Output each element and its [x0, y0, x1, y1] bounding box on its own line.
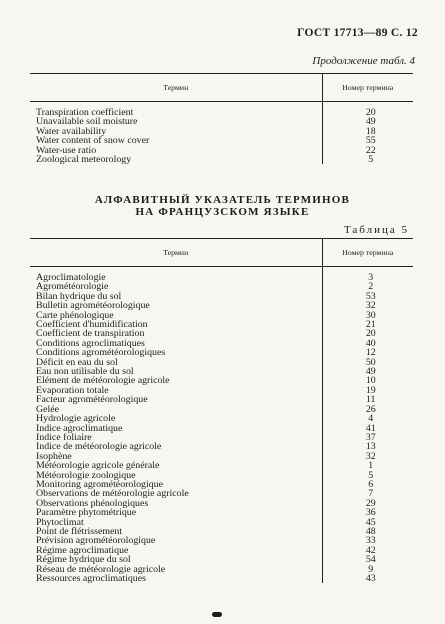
- term-number-cell: 4: [368, 413, 374, 425]
- table-4-row: [30, 155, 413, 164]
- term-number-cell: 32: [365, 300, 376, 312]
- table-4-header-number: Номер термина: [322, 74, 413, 102]
- term-number-cell: 55: [365, 135, 376, 147]
- term-cell: Water availability: [30, 127, 322, 136]
- term-number-cell: 33: [365, 535, 376, 547]
- term-cell: Agroclimatologie: [30, 273, 322, 282]
- term-cell: Isophène: [30, 452, 322, 461]
- section-title-line-2: НА ФРАНЦУЗСКОМ ЯЗЫКЕ: [135, 206, 310, 218]
- table-5-header-number: Номер термина: [322, 239, 413, 267]
- term-number-cell: 37: [365, 431, 376, 443]
- term-number-cell: 40: [365, 337, 376, 349]
- table-5-header-term: Термин: [30, 239, 322, 267]
- term-number-cell: 48: [365, 525, 376, 537]
- term-cell: Météorologie agricole générale: [30, 461, 322, 470]
- page-header: ГОСТ 17713—89 С. 12: [297, 27, 418, 39]
- term-cell: Observations phénologiques: [30, 499, 322, 508]
- table-5-label: Таблица 5: [343, 224, 409, 236]
- term-cell: Conditions agroclimatiques: [30, 339, 322, 348]
- term-number-cell: 54: [365, 554, 376, 566]
- term-cell: Observations de météorologie agricole: [30, 489, 322, 498]
- term-number-cell: 20: [365, 107, 376, 118]
- table-5-row: [30, 395, 413, 404]
- term-cell: Unavailable soil moisture: [30, 117, 322, 126]
- term-number-cell: 6: [368, 478, 374, 490]
- term-number-cell: 7: [368, 488, 374, 500]
- term-cell: Eau non utilisable du sol: [30, 367, 322, 376]
- term-number-cell: 18: [365, 125, 376, 137]
- term-cell: Coefficient de transpiration: [30, 329, 322, 338]
- term-cell: Prévision agrométéorologique: [30, 536, 322, 545]
- table-4: [30, 73, 413, 164]
- term-cell: Déficit en eau du sol: [30, 358, 322, 367]
- term-number-cell: 53: [365, 290, 376, 302]
- term-number-cell: 11: [365, 394, 376, 406]
- term-cell: Phytoclimat: [30, 518, 322, 527]
- term-number-cell: 3: [368, 272, 374, 283]
- term-cell: Agrométéorologie: [30, 282, 322, 291]
- term-number-cell: 29: [365, 497, 376, 509]
- term-cell: Indice agroclimatique: [30, 424, 322, 433]
- term-number-cell: 49: [365, 116, 376, 128]
- term-number-cell: 19: [365, 384, 376, 396]
- term-cell: Evaporation totale: [30, 386, 322, 395]
- term-number-cell: 2: [368, 281, 374, 293]
- term-number-cell: 26: [365, 403, 376, 415]
- term-cell: Bilan hydrique du sol: [30, 292, 322, 301]
- term-cell: Transpiration coefficient: [30, 108, 322, 117]
- term-number-cell: 9: [368, 563, 374, 575]
- term-number-cell: 21: [365, 319, 376, 331]
- term-cell: Réseau de météorologie agricole: [30, 565, 322, 574]
- term-cell: Carte phénologique: [30, 311, 322, 320]
- term-cell: Paramètre phytométrique: [30, 508, 322, 517]
- table-5: [30, 238, 413, 583]
- term-number-cell: 12: [365, 347, 376, 359]
- term-number-cell: 45: [365, 516, 376, 528]
- term-number-cell: 49: [365, 366, 376, 378]
- term-cell: Conditions agrométéorologiques: [30, 348, 322, 357]
- term-number-cell: 30: [365, 309, 376, 321]
- term-number-cell: 43: [365, 573, 376, 584]
- term-number-cell: 13: [365, 441, 376, 453]
- table-4-header-term: Термин: [30, 74, 322, 102]
- term-cell: Météorologie zoologique: [30, 471, 322, 480]
- term-number-cell: 41: [365, 422, 376, 434]
- term-cell: Gelée: [30, 405, 322, 414]
- term-cell: Elément de météorologie agricole: [30, 376, 322, 385]
- term-number-cell: 42: [365, 544, 376, 556]
- section-title-line-1: АЛФАВИТНЫЙ УКАЗАТЕЛЬ ТЕРМИНОВ: [94, 194, 351, 206]
- term-cell: Water-use ratio: [30, 146, 322, 155]
- term-number-cell: 36: [365, 507, 376, 519]
- term-number-cell: 1: [368, 460, 374, 472]
- term-cell: Point de flétrissement: [30, 527, 322, 536]
- term-cell: Ressources agroclimatiques: [30, 574, 322, 583]
- term-cell: Régime hydrique du sol: [30, 555, 322, 564]
- term-cell: Zoological meteorology: [30, 155, 322, 164]
- term-cell: Water content of snow cover: [30, 136, 322, 145]
- term-number-cell: 5: [368, 154, 374, 166]
- term-cell: Monitoring agrométéorologique: [30, 480, 322, 489]
- table-continuation-note: Продолжение табл. 4: [312, 55, 415, 67]
- ink-mark: [212, 612, 222, 617]
- term-cell: Bulletin agrométéorologique: [30, 301, 322, 310]
- table-5-row: [30, 574, 413, 583]
- table-5-row: [30, 442, 413, 451]
- term-number-cell: 20: [365, 328, 376, 340]
- term-number-cell: 50: [365, 356, 376, 368]
- term-cell: Hydrologie agricole: [30, 414, 322, 423]
- term-cell: Indice foliaire: [30, 433, 322, 442]
- term-cell: Indice de météorologie agricole: [30, 442, 322, 451]
- term-cell: Régime agroclimatique: [30, 546, 322, 555]
- term-number-cell: 32: [365, 450, 376, 462]
- term-number-cell: 10: [365, 375, 376, 387]
- table-5-row: [30, 508, 413, 517]
- term-number-cell: 22: [365, 144, 376, 156]
- term-cell: Facteur agrométéorologique: [30, 395, 322, 404]
- term-cell: Coefficient d'humidification: [30, 320, 322, 329]
- term-number-cell: 5: [368, 469, 374, 481]
